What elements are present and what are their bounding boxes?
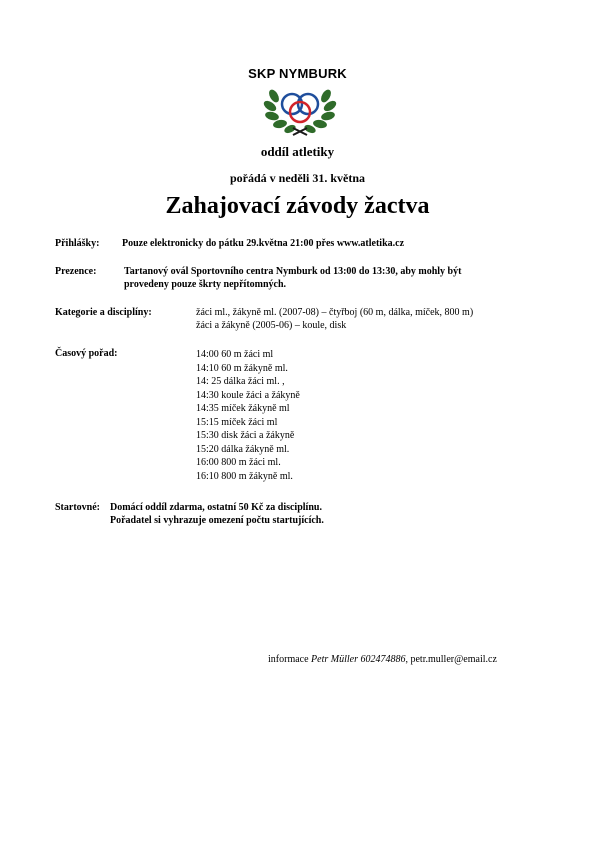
laurel-rings-emblem-icon — [260, 82, 340, 136]
casovy-label: Časový pořad: — [55, 348, 118, 359]
startovne-line2: Pořadatel si vyhrazuje omezení počtu startujících. — [110, 515, 324, 526]
contact-email: , petr.muller@email.cz — [405, 654, 497, 665]
logo-text: SKP NYMBURK — [248, 66, 347, 81]
contact-line — [268, 654, 497, 665]
kategorie-line2: žáci a žákyně (2005-06) – koule, disk — [196, 320, 347, 331]
schedule-item: 16:10 800 m žákyně ml. — [196, 470, 293, 482]
event-date: pořádá v neděli 31. května — [229, 171, 365, 185]
startovne-line1: Domácí oddíl zdarma, ostatní 50 Kč za disciplínu. — [110, 502, 322, 513]
schedule-item: 14: 25 dálka žáci ml. , — [196, 376, 285, 387]
kategorie-label: Kategorie a disciplíny: — [55, 307, 152, 318]
schedule-item: 16:00 800 m žáci ml. — [196, 457, 281, 468]
schedule-item: 14:35 míček žákyně ml — [196, 403, 290, 414]
prezence-label: Prezence: — [55, 266, 97, 277]
prihlasky-text: Pouze elektronicky do pátku 29.května 21:00 přes www.atletika.cz — [122, 238, 405, 249]
contact-phone: 602474886 — [360, 654, 406, 665]
club-name: oddíl atletiky — [260, 144, 335, 159]
prezence-line1: Tartanový ovál Sportovního centra Nymburk od 13:00 do 13:30, aby mohly být — [124, 266, 462, 277]
kategorie-line1: žáci ml., žákyně ml. (2007-08) – čtyřboj (60 m, dálka, míček, 800 m) — [196, 307, 474, 318]
contact-prefix: informace — [268, 654, 309, 665]
schedule-item: 15:30 disk žáci a žákyně — [196, 430, 295, 441]
event-title: Zahajovací závody žactva — [165, 193, 430, 219]
schedule-item: 14:30 koule žáci a žákyně — [196, 389, 300, 401]
schedule-item: 15:15 míček žáci ml — [196, 416, 278, 428]
prihlasky-label: Přihlášky: — [55, 238, 100, 249]
schedule-item: 14:00 60 m žáci ml — [196, 349, 274, 360]
contact-name: Petr Müller — [311, 654, 358, 665]
startovne-label: Startovné: — [55, 502, 100, 513]
prezence-line2: provedeny pouze škrty nepřítomných. — [124, 279, 287, 290]
schedule-item: 15:20 dálka žákyně ml. — [196, 443, 290, 455]
schedule-list — [196, 348, 496, 483]
schedule-item: 14:10 60 m žákyně ml. — [196, 362, 288, 374]
